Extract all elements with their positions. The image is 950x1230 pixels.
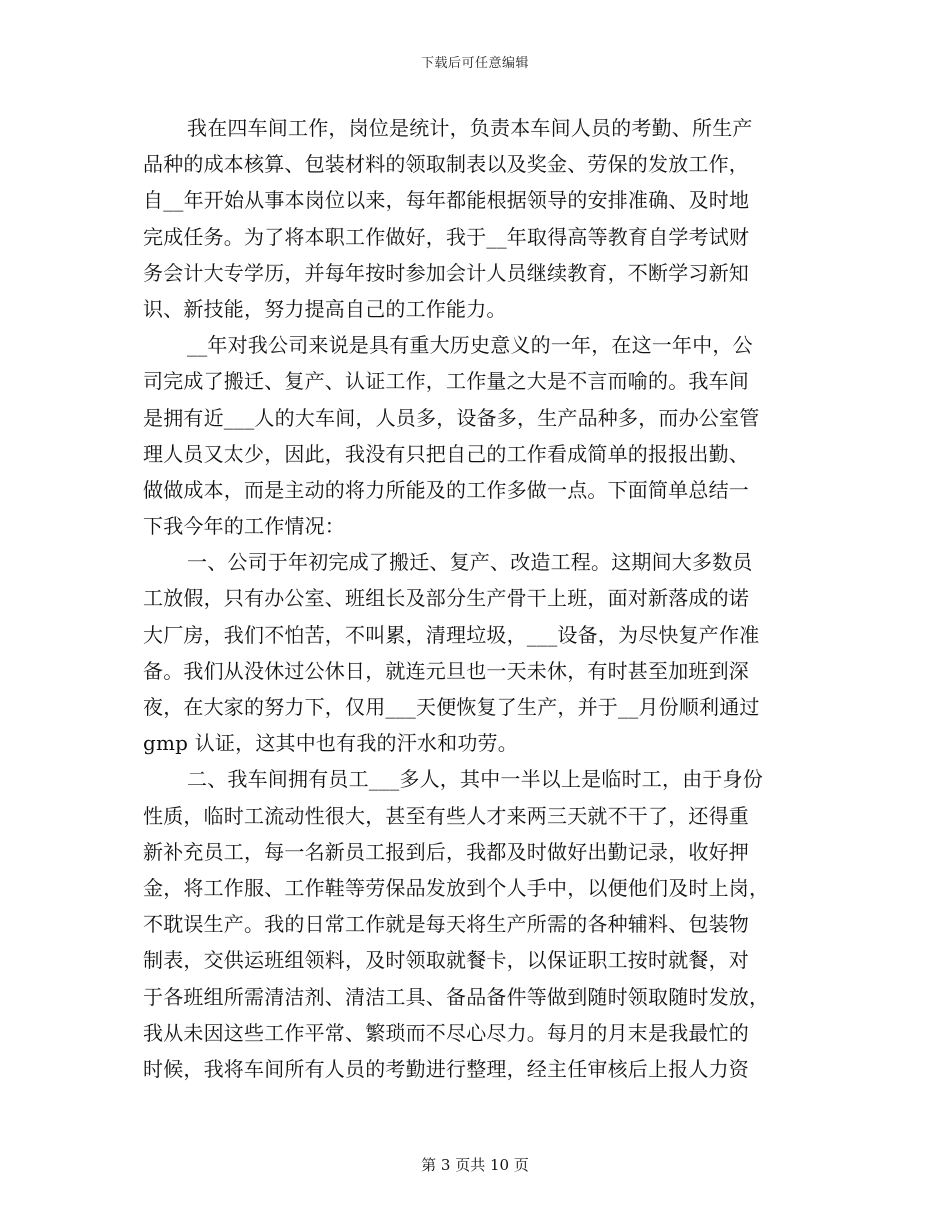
text-line: 我从未因这些工作平常、繁琐而不尽心尽力。每月的月末是我最忙的 xyxy=(143,1020,749,1045)
text-line: 理人员又太少，因此，我没有只把自己的工作看成简单的报报出勤、 xyxy=(143,441,749,466)
text-line: 下我今年的工作情况： xyxy=(143,514,345,539)
text-line: 夜，在大家的努力下，仅用___天便恢复了生产，并于__月份顺利通过 xyxy=(143,695,760,719)
text-line: 大厂房，我们不怕苦，不叫累，清理垃圾，___设备，为尽快复产作准 xyxy=(143,622,760,647)
text-line: 工放假，只有办公室、班组长及部分生产骨干上班，面对新落成的诺 xyxy=(143,586,749,611)
page-header: 下载后可任意编辑 xyxy=(420,56,529,71)
text-line: 金，将工作服、工作鞋等劳保品发放到个人手中，以便他们及时上岗， xyxy=(143,875,770,900)
text-line: 一、公司于年初完成了搬迁、复产、改造工程。这期间大多数员 xyxy=(187,550,753,575)
text-line: 司完成了搬迁、复产、认证工作，工作量之大是不言而喻的。我车间 xyxy=(143,369,749,394)
text-line: 是拥有近___人的大车间，人员多，设备多，生产品种多，而办公室管 xyxy=(143,405,760,430)
text-line: 品种的成本核算、包装材料的领取制表以及奖金、劳保的发放工作， xyxy=(143,152,749,177)
text-line: 不耽误生产。我的日常工作就是每天将生产所需的各种辅料、包装物 xyxy=(143,912,749,937)
text-line: 时候，我将车间所有人员的考勤进行整理，经主任审核后上报人力资 xyxy=(143,1056,749,1081)
text-line: 做做成本，而是主动的将力所能及的工作多做一点。下面简单总结一 xyxy=(143,477,749,502)
text-line: 性质，临时工流动性很大，甚至有些人才来两三天就不干了，还得重 xyxy=(143,803,749,828)
text-line: 制表，交供运班组领料，及时领取就餐卡，以保证职工按时就餐，对 xyxy=(143,948,749,973)
text-line: 备。我们从没休过公休日，就连元旦也一天未休，有时甚至加班到深 xyxy=(143,658,749,683)
text-line: 完成任务。为了将本职工作做好，我于__年取得高等教育自学考试财 xyxy=(143,224,750,249)
text-line: 识、新技能，努力提高自己的工作能力。 xyxy=(143,296,507,321)
text-line: __年对我公司来说是具有重大历史意义的一年，在这一年中，公 xyxy=(187,333,753,358)
page-footer: 第 3 页共 10 页 xyxy=(421,1156,529,1174)
text-line: 二、我车间拥有员工___多人，其中一半以上是临时工，由于身份 xyxy=(187,767,763,792)
text-line: 于各班组所需清洁剂、清洁工具、备品备件等做到随时领取随时发放， xyxy=(143,984,770,1009)
text-line: 务会计大专学历，并每年按时参加会计人员继续教育，不断学习新知 xyxy=(143,260,749,285)
text-line: 新补充员工，每一名新员工报到后，我都及时做好出勤记录，收好押 xyxy=(143,839,749,864)
document-body xyxy=(143,110,807,1087)
text-line: gmp 认证，这其中也有我的汗水和功劳。 xyxy=(143,731,518,756)
text-line: 自__年开始从事本岗位以来，每年都能根据领导的安排准确、及时地 xyxy=(143,188,750,213)
text-line: 我在四车间工作，岗位是统计，负责本车间人员的考勤、所生产 xyxy=(187,116,753,140)
